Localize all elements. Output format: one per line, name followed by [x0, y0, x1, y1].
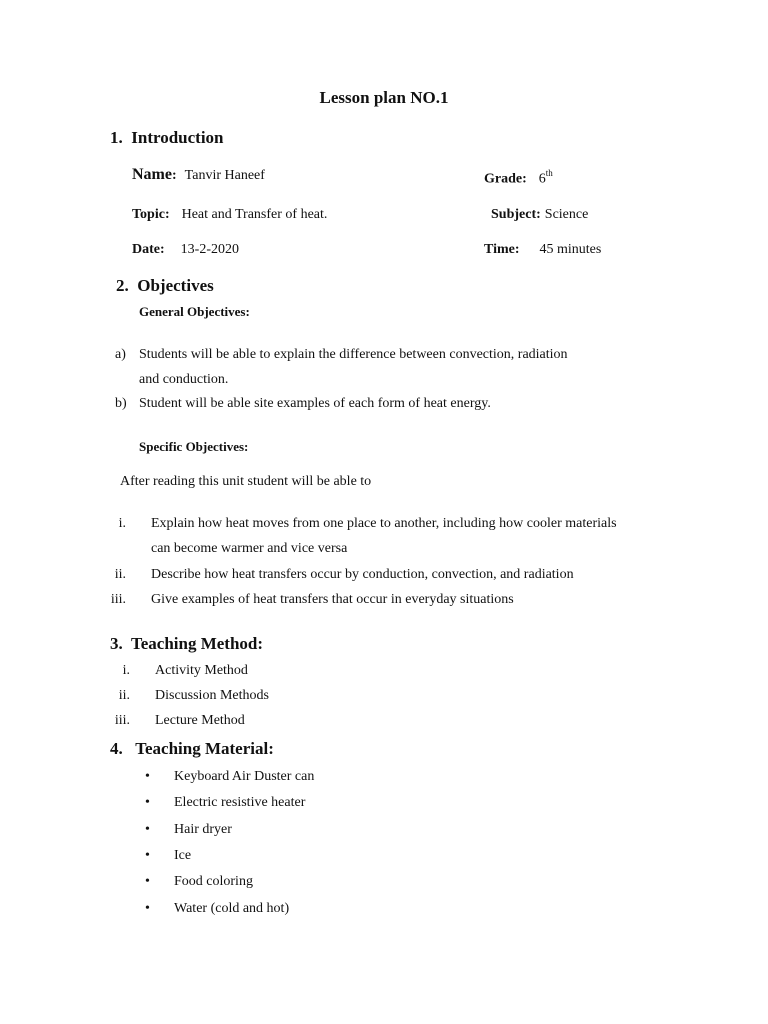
subject-value: Science	[544, 207, 589, 222]
section-teaching-method-heading	[110, 634, 263, 654]
bullet-icon: •	[145, 901, 150, 916]
specific-objective-i-line2: can become warmer and vice versa	[151, 541, 348, 556]
date-label: Date:	[132, 242, 165, 257]
method-ii-text: Discussion Methods	[155, 688, 269, 703]
date-value: 13-2-2020	[180, 242, 239, 257]
section-title: Objectives	[137, 276, 214, 295]
bullet-icon: •	[145, 848, 150, 863]
specific-objective-i-marker: i.	[118, 516, 126, 531]
specific-objective-ii-line1: Describe how heat transfers occur by conduction, convection, and radiation	[151, 567, 574, 582]
material-item: Electric resistive heater	[174, 795, 306, 810]
general-objectives-heading: General Objectives:	[139, 304, 250, 319]
method-ii-marker: ii.	[118, 688, 130, 703]
method-iii-marker: iii.	[114, 713, 130, 728]
grade-value: 6	[538, 171, 546, 187]
name-value: Tanvir Haneef	[184, 168, 265, 183]
grade-row	[484, 168, 553, 187]
section-title: Teaching Method:	[130, 634, 264, 653]
bullet-icon: •	[145, 795, 150, 810]
material-item: Water (cold and hot)	[174, 901, 290, 916]
bullet-icon: •	[145, 822, 150, 837]
section-teaching-material-heading	[110, 739, 274, 759]
date-row	[132, 240, 239, 258]
material-item: Food coloring	[174, 874, 253, 889]
specific-objective-ii-marker: ii.	[114, 567, 126, 582]
topic-row	[132, 205, 327, 223]
grade-label: Grade:	[484, 171, 527, 187]
specific-objective-i-line1: Explain how heat moves from one place to another, including how cooler materials	[151, 516, 617, 531]
section-title: Teaching Material:	[135, 739, 274, 758]
specific-objective-iii-line1: Give examples of heat transfers that occur in everyday situations	[151, 592, 514, 607]
general-objective-a-marker: a)	[115, 347, 126, 362]
method-i-text: Activity Method	[155, 663, 248, 678]
method-i-marker: i.	[122, 663, 130, 678]
method-iii-text: Lecture Method	[155, 713, 245, 728]
material-item: Ice	[174, 848, 192, 863]
section-number: 3.	[110, 634, 123, 653]
subject-row	[491, 205, 588, 223]
bullet-icon: •	[145, 769, 150, 784]
time-row	[484, 240, 601, 258]
section-number: 1.	[110, 128, 123, 147]
section-introduction-heading	[110, 128, 224, 148]
topic-value: Heat and Transfer of heat.	[181, 207, 328, 222]
section-number: 4.	[110, 739, 123, 758]
general-objective-b-line1: Student will be able site examples of each form of heat energy.	[139, 396, 491, 411]
name-label: Name	[132, 166, 172, 183]
material-item: Hair dryer	[174, 822, 232, 837]
general-objective-a-line2: and conduction.	[139, 372, 229, 387]
bullet-icon: •	[145, 874, 150, 889]
specific-objectives-heading: Specific Objectives:	[139, 439, 249, 454]
general-objective-a-line1: Students will be able to explain the difference between convection, radiation	[139, 347, 568, 362]
section-title: Introduction	[131, 128, 224, 147]
material-item: Keyboard Air Duster can	[174, 769, 315, 784]
specific-objective-iii-marker: iii.	[110, 592, 126, 607]
specific-objectives-intro: After reading this unit student will be able to	[120, 474, 372, 489]
section-number: 2.	[116, 276, 129, 295]
name-row: Name: Tanvir Haneef	[132, 166, 265, 183]
time-label: Time:	[484, 242, 520, 257]
time-value: 45 minutes	[539, 242, 602, 257]
subject-label: Subject:	[491, 207, 541, 222]
page-title: Lesson plan NO.1	[319, 88, 449, 107]
general-objective-b-marker: b)	[115, 396, 127, 411]
section-objectives-heading	[116, 276, 214, 296]
grade-suffix: th	[545, 168, 553, 178]
topic-label: Topic:	[132, 207, 170, 222]
